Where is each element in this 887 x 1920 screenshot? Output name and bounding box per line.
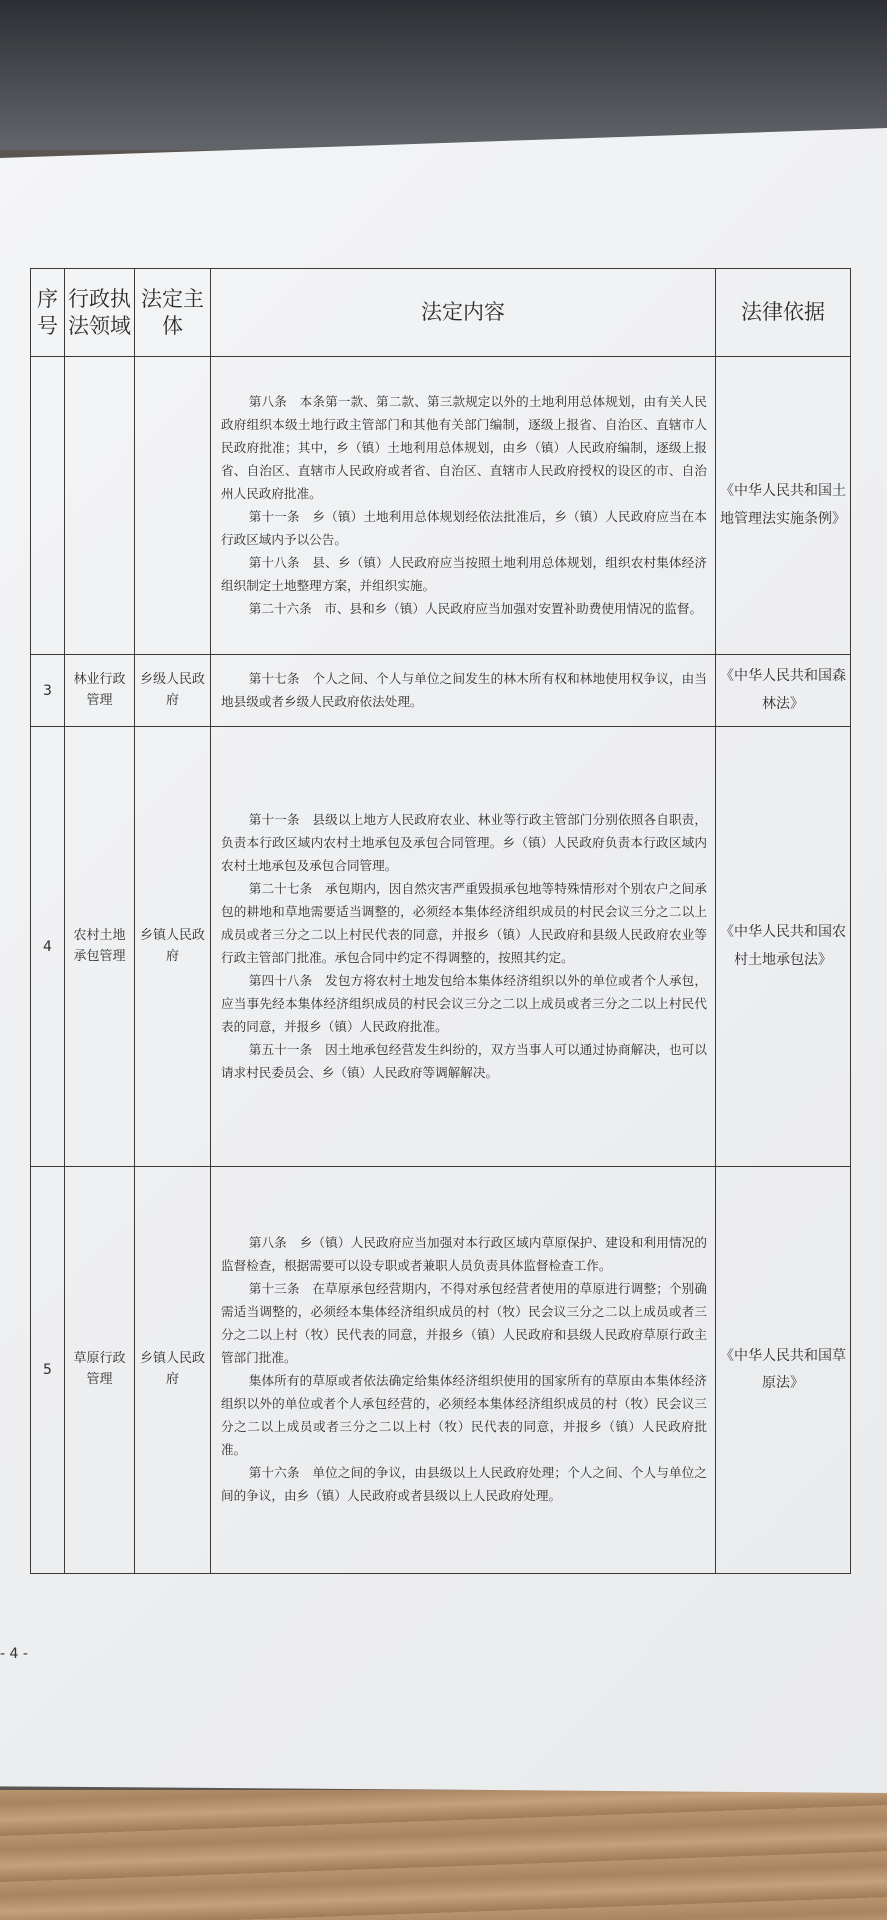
article: 第二十六条 市、县和乡（镇）人民政府应当加强对安置补助费使用情况的监督。 [248, 600, 703, 616]
row-field: 农村土地承包管理 [65, 727, 135, 1167]
article: 第八条 本条第一款、第二款、第三款规定以外的土地利用总体规划，由有关人民政府组织本级土地行政主管部门和其他有关部门编制，逐级上报省、自治区、直辖市人民政府批准；其中，乡（镇）土地利用总体规划，由乡（镇）人民政府编制，逐级上报省、自治区、直辖市人民政府或者省、自治区、直辖市人民政府授权的设区的市、自治州人民政府批准。 [221, 393, 707, 501]
header-no: 序号 [31, 269, 65, 357]
table-header-row [31, 269, 851, 357]
article: 第四十八条 发包方将农村土地发包给本集体经济组织以外的单位或者个人承包，应当事先经本集体经济组织成员的村民会议三分之二以上成员或者三分之二以上村民代表的同意，并报乡（镇）人民政府批准。 [221, 972, 707, 1034]
row-basis: 《中华人民共和国草原法》 [716, 1167, 851, 1574]
header-field: 行政执法领域 [65, 269, 135, 357]
row-subject: 乡级人民政府 [135, 655, 211, 727]
table-row [31, 727, 851, 1167]
row-basis: 《中华人民共和国土地管理法实施条例》 [716, 357, 851, 655]
row-no: 5 [31, 1167, 65, 1574]
row-content [211, 1167, 716, 1574]
article: 第五十一条 因土地承包经营发生纠纷的，双方当事人可以通过协商解决，也可以请求村民委员会、乡（镇）人民政府等调解解决。 [221, 1041, 707, 1080]
row-field: 林业行政管理 [65, 655, 135, 727]
table-row [31, 655, 851, 727]
row-field [65, 357, 135, 655]
header-subject: 法定主体 [135, 269, 211, 357]
article: 第十三条 在草原承包经营期内，不得对承包经营者使用的草原进行调整；个别确需适当调整的，必须经本集体经济组织成员的村（牧）民会议三分之二以上成员或者三分之二以上村（牧）民代表的同意，并报乡（镇）人民政府和县级人民政府草原行政主管部门批准。 [221, 1281, 707, 1365]
article: 第十六条 单位之间的争议，由县级以上人民政府处理；个人之间、个人与单位之间的争议，由乡（镇）人民政府或者县级以上人民政府处理。 [221, 1465, 707, 1503]
row-subject: 乡镇人民政府 [135, 1167, 211, 1574]
article: 第二十七条 承包期内，因自然灾害严重毁损承包地等特殊情形对个别农户之间承包的耕地和草地需要适当调整的，必须经本集体经济组织成员的村民会议三分之二以上成员或者三分之二以上村民代表的同意，并报乡（镇）人民政府和县级人民政府农业等行政主管部门批准。承包合同中约定不得调整的，按照其约定。 [221, 880, 707, 965]
row-no: 3 [31, 655, 65, 727]
row-field: 草原行政管理 [65, 1167, 135, 1574]
table-row [31, 1167, 851, 1574]
row-content [211, 357, 716, 655]
page-number: - 4 - [0, 1646, 28, 1662]
row-subject: 乡镇人民政府 [135, 727, 211, 1167]
row-subject [135, 357, 211, 655]
row-no [31, 357, 65, 655]
article: 第十八条 县、乡（镇）人民政府应当按照土地利用总体规划，组织农村集体经济组织制定土地整理方案，并组织实施。 [221, 554, 707, 593]
article: 第十一条 乡（镇）土地利用总体规划经依法批准后，乡（镇）人民政府应当在本行政区域内予以公告。 [221, 508, 707, 547]
law-table [30, 268, 851, 1574]
wooden-desk-background [0, 1790, 887, 1920]
row-basis: 《中华人民共和国森林法》 [716, 655, 851, 727]
article: 第八条 乡（镇）人民政府应当加强对本行政区域内草原保护、建设和利用情况的监督检查，根据需要可以设专职或者兼职人员负责具体监督检查工作。 [221, 1235, 707, 1273]
row-no: 4 [31, 727, 65, 1167]
article: 集体所有的草原或者依法确定给集体经济组织使用的国家所有的草原由本集体经济组织以外的单位或者个人承包经营的，必须经本集体经济组织成员的村（牧）民会议三分之二以上成员或者三分之二以上村（牧）民代表的同意，并报乡（镇）人民政府批准。 [221, 1373, 707, 1457]
row-content [211, 727, 716, 1167]
table-row [31, 357, 851, 655]
header-content: 法定内容 [211, 269, 716, 357]
background-top [0, 0, 887, 150]
header-basis: 法律依据 [716, 269, 851, 357]
row-content [211, 655, 716, 727]
row-basis: 《中华人民共和国农村土地承包法》 [716, 727, 851, 1167]
article: 第十一条 县级以上地方人民政府农业、林业等行政主管部门分别依照各自职责，负责本行政区域内农村土地承包及承包合同管理。乡（镇）人民政府负责本行政区域内农村土地承包及承包合同管理。 [221, 811, 707, 873]
article: 第十七条 个人之间、个人与单位之间发生的林木所有权和林地使用权争议，由当地县级或者乡级人民政府依法处理。 [221, 670, 707, 709]
